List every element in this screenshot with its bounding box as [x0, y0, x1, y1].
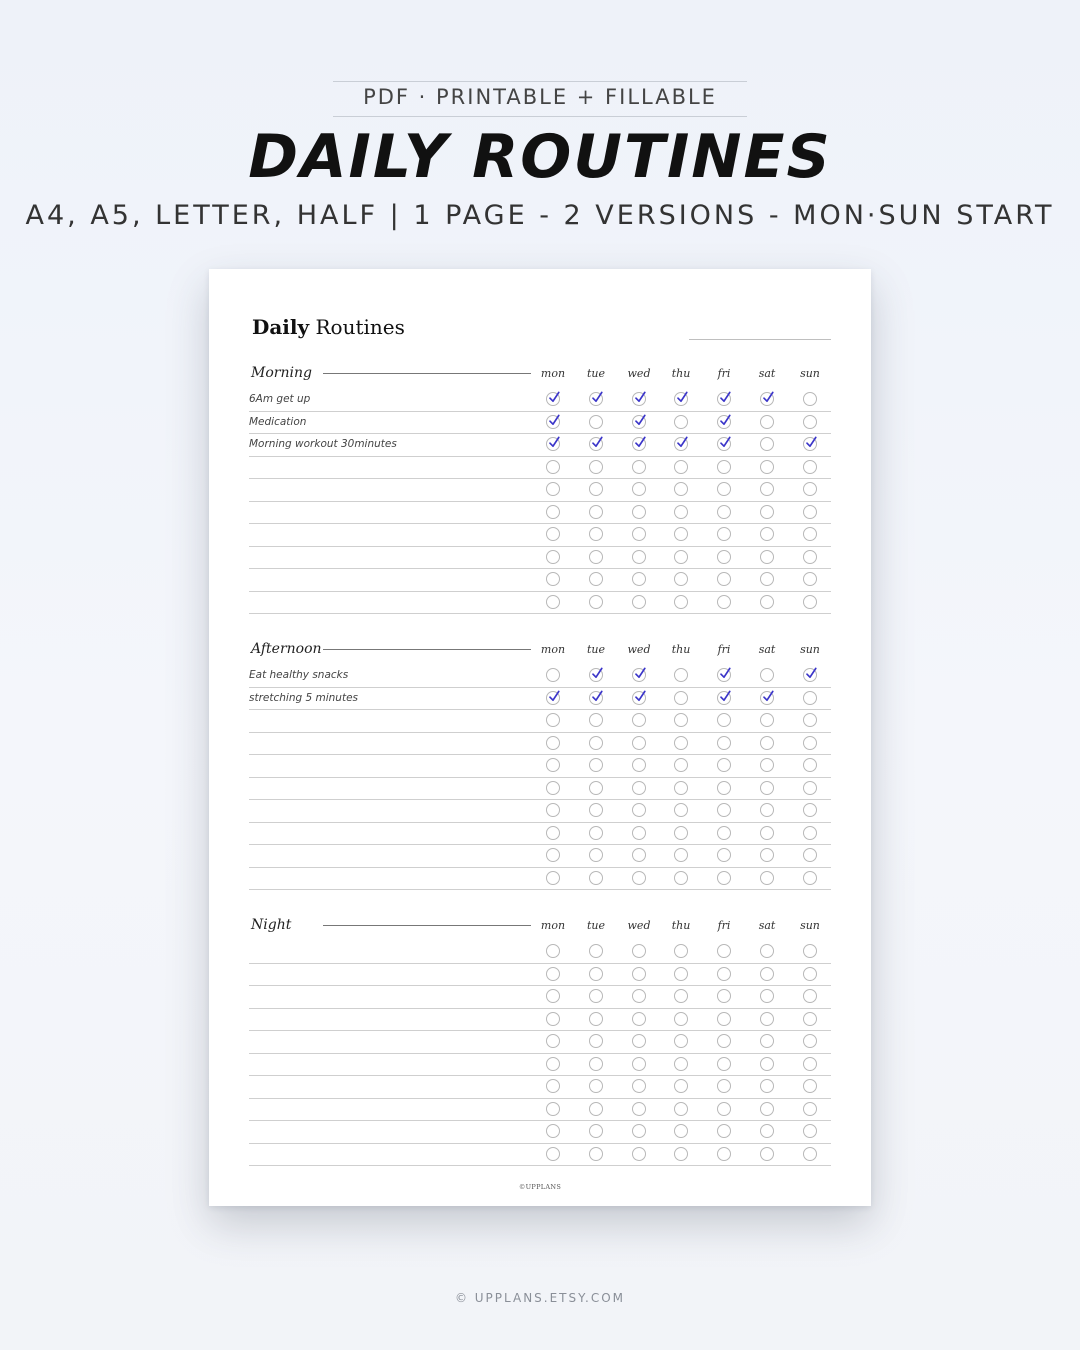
empty-circle-icon[interactable]: [589, 505, 603, 519]
routine-row: [249, 941, 831, 964]
empty-circle-icon[interactable]: [760, 736, 774, 750]
checkmark-icon[interactable]: [546, 691, 560, 705]
empty-circle-icon[interactable]: [546, 826, 560, 840]
empty-circle-icon[interactable]: [674, 826, 688, 840]
empty-circle-icon[interactable]: [589, 460, 603, 474]
empty-circle-icon[interactable]: [674, 871, 688, 885]
empty-circle-icon[interactable]: [589, 871, 603, 885]
routine-row: [249, 665, 831, 688]
empty-circle-icon[interactable]: [589, 415, 603, 429]
empty-circle-icon[interactable]: [546, 1147, 560, 1161]
empty-circle-icon[interactable]: [589, 713, 603, 727]
empty-circle-icon[interactable]: [546, 527, 560, 541]
empty-circle-icon[interactable]: [674, 595, 688, 609]
empty-circle-icon[interactable]: [760, 989, 774, 1003]
empty-circle-icon[interactable]: [546, 944, 560, 958]
empty-circle-icon[interactable]: [717, 826, 731, 840]
empty-circle-icon[interactable]: [589, 989, 603, 1003]
routine-row: [249, 733, 831, 756]
checkmark-icon[interactable]: [803, 437, 817, 451]
empty-circle-icon[interactable]: [803, 595, 817, 609]
empty-circle-icon[interactable]: [674, 1124, 688, 1138]
empty-circle-icon[interactable]: [717, 527, 731, 541]
empty-circle-icon[interactable]: [674, 668, 688, 682]
empty-circle-icon[interactable]: [803, 1124, 817, 1138]
checkmark-icon[interactable]: [674, 437, 688, 451]
routine-row: [249, 592, 831, 615]
empty-circle-icon[interactable]: [760, 437, 774, 451]
empty-circle-icon[interactable]: [589, 1034, 603, 1048]
empty-circle-icon[interactable]: [717, 1079, 731, 1093]
routine-row: [249, 479, 831, 502]
empty-circle-icon[interactable]: [803, 1079, 817, 1093]
empty-circle-icon[interactable]: [760, 460, 774, 474]
section-header: [249, 365, 831, 389]
empty-circle-icon[interactable]: [803, 967, 817, 981]
section-title: Night: [251, 917, 292, 933]
empty-circle-icon[interactable]: [589, 1079, 603, 1093]
routine-task-field[interactable]: stretching 5 minutes: [249, 691, 359, 704]
empty-circle-icon[interactable]: [803, 803, 817, 817]
day-header-sat: sat: [758, 919, 776, 932]
empty-circle-icon[interactable]: [717, 781, 731, 795]
empty-circle-icon[interactable]: [674, 758, 688, 772]
empty-circle-icon[interactable]: [546, 758, 560, 772]
empty-circle-icon[interactable]: [632, 482, 646, 496]
empty-circle-icon[interactable]: [674, 1147, 688, 1161]
empty-circle-icon[interactable]: [589, 803, 603, 817]
empty-circle-icon[interactable]: [803, 572, 817, 586]
empty-circle-icon[interactable]: [674, 1034, 688, 1048]
empty-circle-icon[interactable]: [546, 736, 560, 750]
day-header-wed: wed: [627, 367, 651, 380]
day-header-sat: sat: [758, 643, 776, 656]
empty-circle-icon[interactable]: [803, 781, 817, 795]
routine-row: [249, 412, 831, 435]
routine-row: [249, 389, 831, 412]
empty-circle-icon[interactable]: [589, 967, 603, 981]
empty-circle-icon[interactable]: [760, 781, 774, 795]
empty-circle-icon[interactable]: [717, 1012, 731, 1026]
document-title-bold: Daily: [252, 315, 310, 339]
empty-circle-icon[interactable]: [803, 848, 817, 862]
empty-circle-icon[interactable]: [674, 944, 688, 958]
routine-task-field[interactable]: Morning workout 30minutes: [249, 438, 397, 450]
empty-circle-icon[interactable]: [760, 572, 774, 586]
empty-circle-icon[interactable]: [803, 1102, 817, 1116]
day-header-mon: mon: [540, 367, 566, 380]
empty-circle-icon[interactable]: [546, 482, 560, 496]
empty-circle-icon[interactable]: [674, 572, 688, 586]
empty-circle-icon[interactable]: [632, 967, 646, 981]
empty-circle-icon[interactable]: [717, 1057, 731, 1071]
empty-circle-icon[interactable]: [717, 595, 731, 609]
day-header-thu: thu: [671, 367, 691, 380]
checkmark-icon[interactable]: [632, 437, 646, 451]
empty-circle-icon[interactable]: [803, 527, 817, 541]
empty-circle-icon[interactable]: [632, 460, 646, 474]
checkmark-icon[interactable]: [546, 437, 560, 451]
empty-circle-icon[interactable]: [717, 482, 731, 496]
empty-circle-icon[interactable]: [546, 989, 560, 1003]
routine-row: [249, 964, 831, 987]
empty-circle-icon[interactable]: [632, 989, 646, 1003]
empty-circle-icon[interactable]: [760, 758, 774, 772]
empty-circle-icon[interactable]: [632, 1147, 646, 1161]
empty-circle-icon[interactable]: [632, 550, 646, 564]
routine-row: [249, 688, 831, 711]
empty-circle-icon[interactable]: [674, 691, 688, 705]
empty-circle-icon[interactable]: [632, 1102, 646, 1116]
empty-circle-icon[interactable]: [760, 803, 774, 817]
checkmark-icon[interactable]: [717, 392, 731, 406]
empty-circle-icon[interactable]: [589, 1124, 603, 1138]
routine-row: [249, 1144, 831, 1167]
checkmark-icon[interactable]: [589, 437, 603, 451]
empty-circle-icon[interactable]: [632, 944, 646, 958]
empty-circle-icon[interactable]: [589, 1147, 603, 1161]
empty-circle-icon[interactable]: [760, 1057, 774, 1071]
empty-circle-icon[interactable]: [632, 1012, 646, 1026]
empty-circle-icon[interactable]: [803, 713, 817, 727]
empty-circle-icon[interactable]: [760, 1079, 774, 1093]
empty-circle-icon[interactable]: [632, 527, 646, 541]
empty-circle-icon[interactable]: [674, 460, 688, 474]
checkmark-icon[interactable]: [717, 437, 731, 451]
empty-circle-icon[interactable]: [803, 415, 817, 429]
empty-circle-icon[interactable]: [674, 713, 688, 727]
empty-circle-icon[interactable]: [760, 482, 774, 496]
empty-circle-icon[interactable]: [803, 944, 817, 958]
empty-circle-icon[interactable]: [589, 527, 603, 541]
empty-circle-icon[interactable]: [760, 1012, 774, 1026]
section-title: Afternoon: [251, 641, 322, 657]
routine-row: [249, 755, 831, 778]
checkmark-icon[interactable]: [803, 668, 817, 682]
routine-row: [249, 1076, 831, 1099]
empty-circle-icon[interactable]: [589, 758, 603, 772]
empty-circle-icon[interactable]: [589, 944, 603, 958]
empty-circle-icon[interactable]: [803, 989, 817, 1003]
empty-circle-icon[interactable]: [760, 1034, 774, 1048]
header-formats: A4, A5, LETTER, HALF | 1 PAGE - 2 VERSIONS - MON·SUN START: [25, 200, 1055, 231]
empty-circle-icon[interactable]: [589, 736, 603, 750]
empty-circle-icon[interactable]: [717, 989, 731, 1003]
empty-circle-icon[interactable]: [803, 758, 817, 772]
empty-circle-icon[interactable]: [717, 460, 731, 474]
empty-circle-icon[interactable]: [632, 1057, 646, 1071]
empty-circle-icon[interactable]: [589, 482, 603, 496]
day-header-wed: wed: [627, 643, 651, 656]
routine-row: [249, 845, 831, 868]
routine-row: [249, 547, 831, 570]
empty-circle-icon[interactable]: [546, 505, 560, 519]
section-title-rule: [323, 649, 531, 650]
empty-circle-icon[interactable]: [632, 1079, 646, 1093]
empty-circle-icon[interactable]: [803, 871, 817, 885]
routine-row: [249, 823, 831, 846]
routine-row: [249, 1099, 831, 1122]
header-top-rule: [333, 81, 747, 82]
empty-circle-icon[interactable]: [632, 1034, 646, 1048]
empty-circle-icon[interactable]: [546, 803, 560, 817]
routine-row: [249, 710, 831, 733]
empty-circle-icon[interactable]: [632, 736, 646, 750]
empty-circle-icon[interactable]: [546, 1034, 560, 1048]
empty-circle-icon[interactable]: [803, 691, 817, 705]
empty-circle-icon[interactable]: [717, 550, 731, 564]
section-title-rule: [323, 925, 531, 926]
empty-circle-icon[interactable]: [803, 505, 817, 519]
empty-circle-icon[interactable]: [760, 595, 774, 609]
empty-circle-icon[interactable]: [717, 944, 731, 958]
empty-circle-icon[interactable]: [632, 758, 646, 772]
empty-circle-icon[interactable]: [803, 1057, 817, 1071]
empty-circle-icon[interactable]: [674, 803, 688, 817]
header-title: DAILY ROUTINES: [248, 122, 832, 192]
empty-circle-icon[interactable]: [546, 1124, 560, 1138]
day-header-tue: tue: [586, 919, 605, 932]
empty-circle-icon[interactable]: [589, 595, 603, 609]
empty-circle-icon[interactable]: [717, 967, 731, 981]
empty-circle-icon[interactable]: [717, 1124, 731, 1138]
checkmark-icon[interactable]: [760, 691, 774, 705]
day-header-sun: sun: [800, 919, 820, 932]
empty-circle-icon[interactable]: [589, 1102, 603, 1116]
document-title-rest: Routines: [309, 315, 405, 339]
checkmark-icon[interactable]: [589, 392, 603, 406]
empty-circle-icon[interactable]: [760, 871, 774, 885]
day-header-sun: sun: [800, 643, 820, 656]
empty-circle-icon[interactable]: [717, 505, 731, 519]
routine-row: [249, 1009, 831, 1032]
empty-circle-icon[interactable]: [674, 527, 688, 541]
day-header-mon: mon: [540, 919, 566, 932]
empty-circle-icon[interactable]: [632, 803, 646, 817]
empty-circle-icon[interactable]: [546, 1057, 560, 1071]
empty-circle-icon[interactable]: [632, 826, 646, 840]
day-header-tue: tue: [586, 643, 605, 656]
day-header-fri: fri: [717, 919, 731, 932]
empty-circle-icon[interactable]: [546, 1012, 560, 1026]
empty-circle-icon[interactable]: [632, 848, 646, 862]
shop-url: © UPPLANS.ETSY.COM: [454, 1291, 626, 1305]
empty-circle-icon[interactable]: [674, 967, 688, 981]
empty-circle-icon[interactable]: [803, 826, 817, 840]
empty-circle-icon[interactable]: [760, 944, 774, 958]
empty-circle-icon[interactable]: [674, 415, 688, 429]
empty-circle-icon[interactable]: [717, 1147, 731, 1161]
checkmark-icon[interactable]: [717, 668, 731, 682]
empty-circle-icon[interactable]: [717, 758, 731, 772]
empty-circle-icon[interactable]: [803, 460, 817, 474]
empty-circle-icon[interactable]: [760, 1147, 774, 1161]
empty-circle-icon[interactable]: [803, 1034, 817, 1048]
empty-circle-icon[interactable]: [546, 550, 560, 564]
planner-sheet: [209, 269, 871, 1206]
empty-circle-icon[interactable]: [674, 848, 688, 862]
routine-row: [249, 1121, 831, 1144]
header-subtitle: PDF · PRINTABLE + FILLABLE: [363, 85, 717, 109]
empty-circle-icon[interactable]: [674, 989, 688, 1003]
empty-circle-icon[interactable]: [674, 1079, 688, 1093]
empty-circle-icon[interactable]: [760, 668, 774, 682]
empty-circle-icon[interactable]: [674, 1057, 688, 1071]
day-header-mon: mon: [540, 643, 566, 656]
checkmark-icon[interactable]: [674, 392, 688, 406]
empty-circle-icon[interactable]: [717, 1102, 731, 1116]
empty-circle-icon[interactable]: [717, 736, 731, 750]
checkmark-icon[interactable]: [717, 415, 731, 429]
empty-circle-icon[interactable]: [803, 482, 817, 496]
day-header-thu: thu: [671, 643, 691, 656]
routine-task-field[interactable]: Eat healthy snacks: [249, 669, 349, 681]
empty-circle-icon[interactable]: [589, 572, 603, 586]
empty-circle-icon[interactable]: [674, 736, 688, 750]
empty-circle-icon[interactable]: [546, 713, 560, 727]
section-morning: [249, 365, 831, 614]
empty-circle-icon[interactable]: [546, 572, 560, 586]
copyright-mark: ©UPPLANS: [518, 1183, 562, 1191]
day-header-sat: sat: [758, 367, 776, 380]
empty-circle-icon[interactable]: [674, 1102, 688, 1116]
empty-circle-icon[interactable]: [760, 527, 774, 541]
checkmark-icon[interactable]: [717, 691, 731, 705]
day-header-thu: thu: [671, 919, 691, 932]
routine-row: [249, 457, 831, 480]
empty-circle-icon[interactable]: [632, 572, 646, 586]
routine-row: [249, 986, 831, 1009]
empty-circle-icon[interactable]: [674, 482, 688, 496]
empty-circle-icon[interactable]: [632, 1124, 646, 1138]
empty-circle-icon[interactable]: [803, 1147, 817, 1161]
empty-circle-icon[interactable]: [803, 392, 817, 406]
empty-circle-icon[interactable]: [546, 595, 560, 609]
empty-circle-icon[interactable]: [760, 848, 774, 862]
empty-circle-icon[interactable]: [632, 713, 646, 727]
empty-circle-icon[interactable]: [717, 871, 731, 885]
section-header: [249, 641, 831, 665]
routine-row: [249, 524, 831, 547]
empty-circle-icon[interactable]: [803, 736, 817, 750]
checkmark-icon[interactable]: [589, 691, 603, 705]
empty-circle-icon[interactable]: [589, 1012, 603, 1026]
checkmark-icon[interactable]: [546, 392, 560, 406]
routine-row: [249, 1031, 831, 1054]
empty-circle-icon[interactable]: [760, 505, 774, 519]
empty-circle-icon[interactable]: [632, 781, 646, 795]
day-header-wed: wed: [627, 919, 651, 932]
empty-circle-icon[interactable]: [717, 572, 731, 586]
empty-circle-icon[interactable]: [546, 1102, 560, 1116]
empty-circle-icon[interactable]: [674, 505, 688, 519]
routine-row: [249, 1054, 831, 1077]
empty-circle-icon[interactable]: [717, 803, 731, 817]
routine-row: [249, 569, 831, 592]
empty-circle-icon[interactable]: [546, 967, 560, 981]
day-header-fri: fri: [717, 643, 731, 656]
checkmark-icon[interactable]: [632, 691, 646, 705]
empty-circle-icon[interactable]: [546, 1079, 560, 1093]
empty-circle-icon[interactable]: [760, 967, 774, 981]
empty-circle-icon[interactable]: [632, 595, 646, 609]
header-bottom-rule: [333, 116, 747, 117]
empty-circle-icon[interactable]: [717, 1034, 731, 1048]
checkmark-icon[interactable]: [632, 392, 646, 406]
section-title-rule: [323, 373, 531, 374]
empty-circle-icon[interactable]: [760, 713, 774, 727]
empty-circle-icon[interactable]: [803, 1012, 817, 1026]
empty-circle-icon[interactable]: [546, 871, 560, 885]
checkmark-icon[interactable]: [632, 415, 646, 429]
empty-circle-icon[interactable]: [760, 415, 774, 429]
checkmark-icon[interactable]: [760, 392, 774, 406]
empty-circle-icon[interactable]: [803, 550, 817, 564]
section-afternoon: [249, 641, 831, 890]
checkmark-icon[interactable]: [546, 415, 560, 429]
empty-circle-icon[interactable]: [589, 550, 603, 564]
empty-circle-icon[interactable]: [674, 781, 688, 795]
routine-row: [249, 434, 831, 457]
empty-circle-icon[interactable]: [589, 781, 603, 795]
date-line: [689, 339, 831, 340]
routine-row: [249, 800, 831, 823]
empty-circle-icon[interactable]: [760, 550, 774, 564]
section-night: [249, 917, 831, 1166]
routine-task-field[interactable]: Medication: [249, 415, 307, 428]
routine-row: [249, 778, 831, 801]
empty-circle-icon[interactable]: [546, 668, 560, 682]
day-header-sun: sun: [800, 367, 820, 380]
empty-circle-icon[interactable]: [760, 826, 774, 840]
empty-circle-icon[interactable]: [717, 713, 731, 727]
day-header-fri: fri: [717, 367, 731, 380]
day-header-tue: tue: [586, 367, 605, 380]
empty-circle-icon[interactable]: [674, 1012, 688, 1026]
empty-circle-icon[interactable]: [717, 848, 731, 862]
section-title: Morning: [251, 365, 312, 381]
document-title: [252, 315, 405, 339]
checkmark-icon[interactable]: [589, 668, 603, 682]
routine-row: [249, 502, 831, 525]
routine-task-field[interactable]: 6Am get up: [249, 393, 311, 405]
empty-circle-icon[interactable]: [589, 1057, 603, 1071]
empty-circle-icon[interactable]: [589, 848, 603, 862]
empty-circle-icon[interactable]: [546, 460, 560, 474]
checkmark-icon[interactable]: [632, 668, 646, 682]
section-header: [249, 917, 831, 941]
routine-row: [249, 868, 831, 891]
empty-circle-icon[interactable]: [674, 550, 688, 564]
empty-circle-icon[interactable]: [632, 871, 646, 885]
empty-circle-icon[interactable]: [546, 848, 560, 862]
empty-circle-icon[interactable]: [632, 505, 646, 519]
empty-circle-icon[interactable]: [760, 1102, 774, 1116]
empty-circle-icon[interactable]: [760, 1124, 774, 1138]
empty-circle-icon[interactable]: [546, 781, 560, 795]
empty-circle-icon[interactable]: [589, 826, 603, 840]
